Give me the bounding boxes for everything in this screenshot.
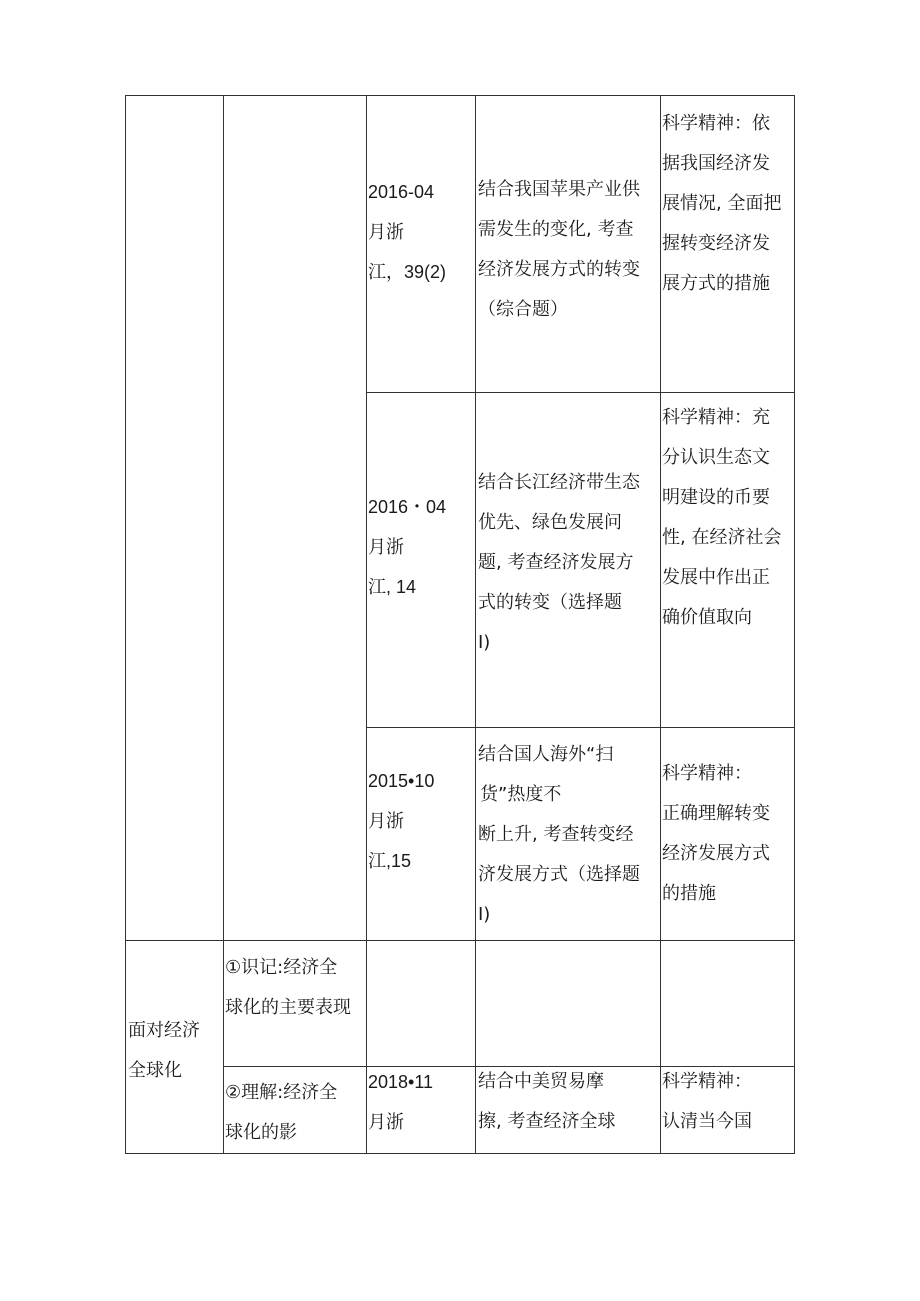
table-border-right <box>794 95 795 1154</box>
requirement-cell: ②理解:经济全 球化的影 <box>225 1082 338 1143</box>
column-divider <box>660 95 661 1154</box>
exam-description-cell: 结合长江经济带生态 优先、绿色发展问 题, 考查经济发展方 式的转变（选择题 I) <box>478 472 640 653</box>
exam-source-cell: 2016-04 月浙 江，39(2) <box>368 182 447 282</box>
exam-source-cell: 2016・04 月浙 江, 14 <box>368 497 447 597</box>
core-literacy-cell: 科学精神：依 据我国经济发 展情况, 全面把 握转变经济发 展方式的措施 <box>662 113 782 294</box>
column-divider <box>366 95 367 1154</box>
row-divider <box>366 727 794 728</box>
row-divider <box>366 392 794 393</box>
exam-source-cell: 2015•10 月浙 江,15 <box>368 771 435 871</box>
row-divider <box>125 940 794 941</box>
column-divider <box>223 95 224 1154</box>
table-border-bottom <box>125 1153 794 1154</box>
core-literacy-cell: 科学精神：充 分认识生态文 明建设的币要 性, 在经济社会 发展中作出正 确价值取向 <box>662 407 782 628</box>
column-divider <box>475 95 476 1154</box>
exam-description-cell: 结合我国苹果产业供 需发生的变化, 考查 经济发展方式的转变 （综合题） <box>478 179 640 320</box>
requirement-cell: ①识记:经济全 球化的主要表现 <box>225 957 351 1018</box>
core-literacy-cell: 科学精神： 认清当今国 <box>662 1071 752 1132</box>
topic-cell: 面对经济 全球化 <box>128 1020 200 1081</box>
exam-description-cell: 结合中美贸易摩 擦, 考查经济全球 <box>478 1071 616 1132</box>
table-border-left <box>125 95 126 1154</box>
exam-source-cell: 2018•11 月浙 <box>368 1072 434 1132</box>
table-border-top <box>125 95 794 96</box>
core-literacy-cell: 科学精神： 正确理解转变 经济发展方式 的措施 <box>662 763 770 904</box>
exam-description-cell: 结合国人海外“扫 货”热度不 断上升, 考查转变经 济发展方式（选择题 I) <box>478 744 640 925</box>
